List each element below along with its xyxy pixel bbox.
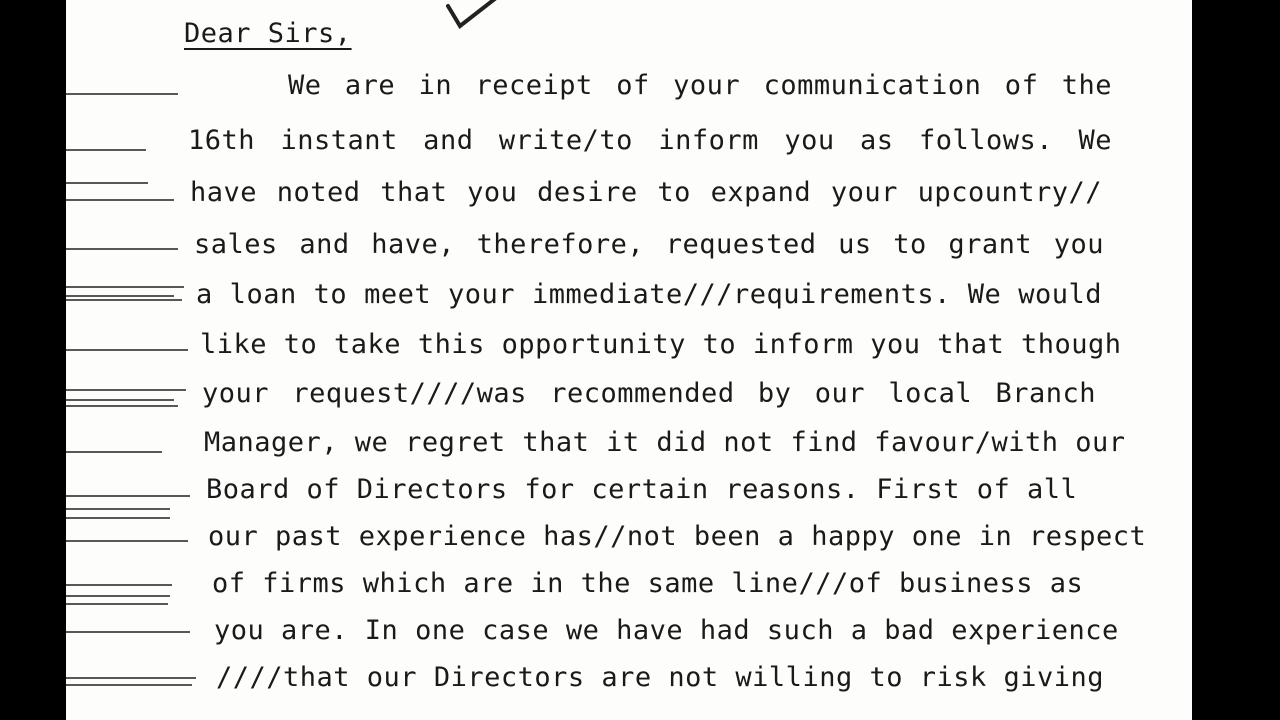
letter-line: Board of Directors for certain reasons. First of all <box>206 474 1078 505</box>
letter-line: your request////was recommended by our local Branch <box>202 378 1096 409</box>
letter-line: like to take this opportunity to inform you that though <box>200 329 1122 360</box>
letter-line: sales and have, therefore, requested us to grant you <box>194 229 1104 260</box>
checkmark-icon <box>444 0 504 40</box>
salutation: Dear Sirs, <box>184 18 352 49</box>
letter-line: Manager, we regret that it did not find favour/with our <box>204 427 1126 458</box>
letter-line: have noted that you desire to expand your upcountry// <box>190 177 1102 208</box>
letter-line: We are in receipt of your communication of the <box>288 70 1112 101</box>
letter-line: 16th instant and write/to inform you as follows. We <box>188 125 1112 156</box>
letter-line: a loan to meet your immediate///requirements. We would <box>196 279 1102 310</box>
letter-line: ////that our Directors are not willing to risk giving <box>216 662 1105 693</box>
letter-line: of firms which are in the same line///of business as <box>212 568 1084 599</box>
letter-line: our past experience has//not been a happy one in respect <box>208 521 1147 552</box>
letter-line: you are. In one case we have had such a bad experience <box>214 615 1119 646</box>
document-page <box>66 0 1192 720</box>
margin-rules <box>66 0 196 720</box>
